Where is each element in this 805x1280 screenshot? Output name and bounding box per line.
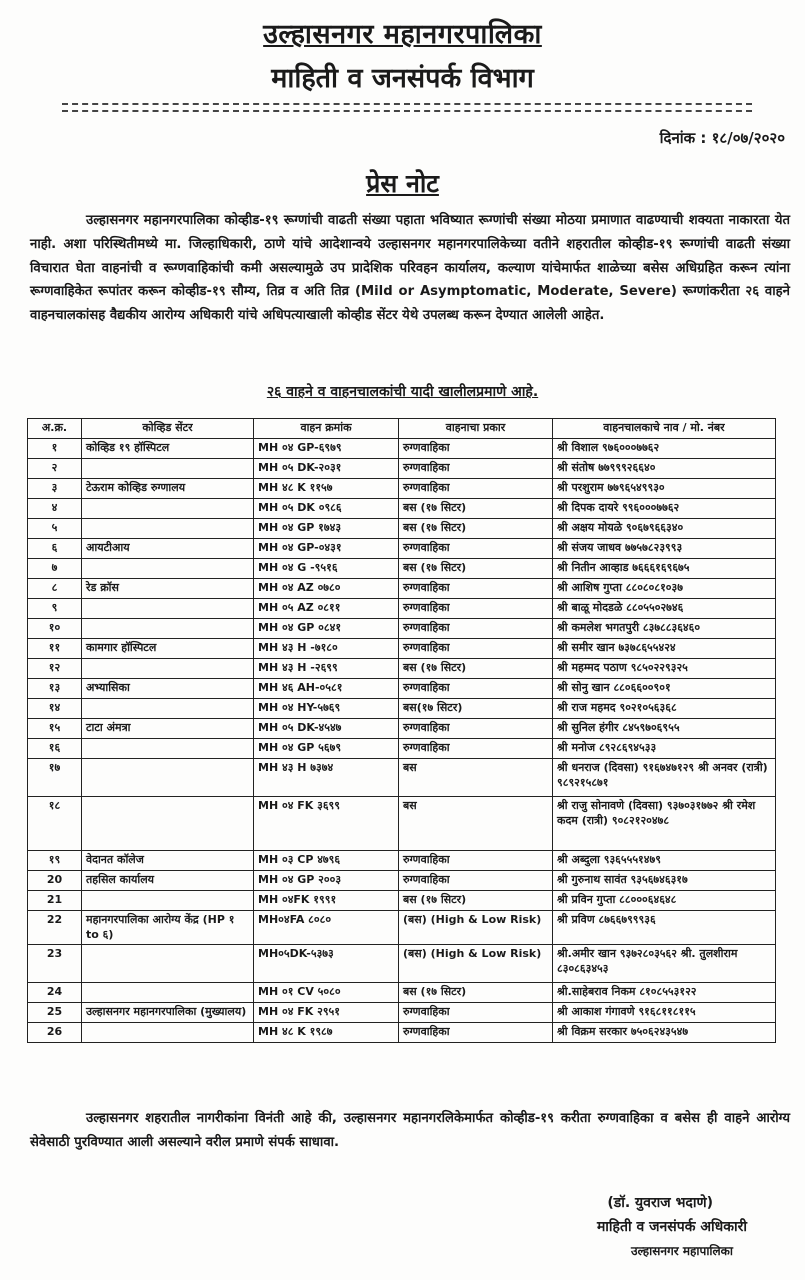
cell-vehicle-type: बस: [399, 759, 553, 797]
cell-serial: 23: [28, 945, 82, 983]
org-title: उल्हासनगर महानगरपालिका: [263, 19, 542, 50]
cell-vehicle-type: रुग्णवाहिका: [399, 719, 553, 739]
cell-center: [82, 797, 254, 851]
cell-driver: श्री परशुराम ७७९६५४९९३०: [553, 479, 776, 499]
header-vehicle-number: वाहन क्रमांक: [254, 419, 399, 439]
cell-center: महानगरपालिका आरोग्य केंद्र (HP १ to ६): [82, 911, 254, 945]
cell-center: उल्हासनगर महानगरपालिका (मुख्यालय): [82, 1003, 254, 1023]
signatory-name: (डॉ. युवराज भदाणे): [607, 1195, 713, 1211]
cell-vehicle-number: MH ०४FK १९९१: [254, 891, 399, 911]
cell-driver: श्री मनोज ८९२८६९४५३३: [553, 739, 776, 759]
cell-serial: ५: [28, 519, 82, 539]
cell-driver: श्री प्रविन गुप्ता ८८०००६४६४८: [553, 891, 776, 911]
cell-vehicle-number: MH ०४ GP ५६७९: [254, 739, 399, 759]
cell-center: कोव्हिड १९ हॉस्पिटल: [82, 439, 254, 459]
cell-vehicle-type: रुग्णवाहिका: [399, 439, 553, 459]
cell-serial: १५: [28, 719, 82, 739]
cell-serial: २: [28, 459, 82, 479]
cell-vehicle-type: रुग्णवाहिका: [399, 1003, 553, 1023]
table-row: [28, 891, 776, 911]
cell-driver: श्री राज महमद ९०२१०५६३६८: [553, 699, 776, 719]
cell-vehicle-number: MH०४FA ८०८०: [254, 911, 399, 945]
cell-vehicle-number: MH ०४ GP-६९७९: [254, 439, 399, 459]
dept-title: माहिती व जनसंपर्क विभाग: [271, 63, 534, 94]
cell-center: वेदानत कॉलेज: [82, 851, 254, 871]
header-vehicle-type: वाहनाचा प्रकार: [399, 419, 553, 439]
cell-serial: १३: [28, 679, 82, 699]
table-row: [28, 679, 776, 699]
cell-center: [82, 983, 254, 1003]
cell-serial: 26: [28, 1023, 82, 1043]
table-row: [28, 851, 776, 871]
cell-driver: श्री समीर खान ७३७८६५५४२४: [553, 639, 776, 659]
cell-center: अभ्यासिका: [82, 679, 254, 699]
cell-vehicle-type: रुग्णवाहिका: [399, 479, 553, 499]
cell-vehicle-type: रुग्णवाहिका: [399, 639, 553, 659]
cell-center: [82, 1023, 254, 1043]
cell-center: टेऊराम कोव्हिड रुग्णालय: [82, 479, 254, 499]
cell-vehicle-type: बस (१७ सिटर): [399, 499, 553, 519]
cell-driver: श्री विक्रम सरकार ७५०६२४३५४७: [553, 1023, 776, 1043]
table-row: [28, 1023, 776, 1043]
table-row: [28, 619, 776, 639]
cell-driver: श्री आशिष गुप्ता ८८०८०८१०३७: [553, 579, 776, 599]
cell-driver: श्री संजय जाधव ७७५७८२३९९३: [553, 539, 776, 559]
cell-serial: १६: [28, 739, 82, 759]
cell-driver: श्री अक्षय मोयळे ९०६७९६६३४०: [553, 519, 776, 539]
cell-vehicle-number: MH ०५ DK-४५४७: [254, 719, 399, 739]
cell-center: कामगार हॉस्पिटल: [82, 639, 254, 659]
intro-paragraph: उल्हासनगर महानगरपालिका कोव्हीड-१९ रूग्णांची वाढती संख्या पहाता भविष्यात रूग्णांची संख्या मोठया प्रमाणात वाढण्याची शक्यता नाकारता येत नाही. अशा परिस्थितीमध्ये मा. जिल्हाधिकारी, ठाणे यांचे आदेशान्वये उल्हासनगर महानगरपालिकेच्या वतीने शहरातील कोव्हीड-१९ रूग्णांची वाढती संख्या विचारात घेता वाहनांची व रूग्णवाहिकांची कमी असल्यामुळे उप प्रादेशिक परिवहन कार्यालय, कल्याण यांचेमार्फत शाळेच्या बसेस अधिग्रहित करून त्यांना रूग्णवाहिकेत रूपांतर करून कोव्हीड-१९ सौम्य, तिव्र व अति तिव्र (Mild or Asymptomatic, Moderate, Severe) रूग्णांकरीता २६ वाहने वाहनचालकांसह वैद्यकीय आरोग्य अधिकारी यांचे अधिपत्याखाली कोव्हीड सेंटर येथे उपलब्ध करून देण्यात आलेली आहेत.: [30, 213, 790, 324]
table-row: [28, 459, 776, 479]
cell-serial: १९: [28, 851, 82, 871]
cell-serial: १०: [28, 619, 82, 639]
cell-center: [82, 499, 254, 519]
cell-vehicle-type: (बस) (High & Low Risk): [399, 945, 553, 983]
header-center: कोव्हिड सेंटर: [82, 419, 254, 439]
table-row: [28, 439, 776, 459]
cell-driver: श्री गुरुनाथ सावंत ९३५६७४६३१७: [553, 871, 776, 891]
cell-driver: श्री महम्मद पठाण ९८५०२२९३२५: [553, 659, 776, 679]
cell-serial: 24: [28, 983, 82, 1003]
table-row: [28, 699, 776, 719]
cell-vehicle-type: रुग्णवाहिका: [399, 679, 553, 699]
table-row: [28, 911, 776, 945]
cell-serial: 20: [28, 871, 82, 891]
signatory-designation: माहिती व जनसंपर्क अधिकारी: [596, 1219, 747, 1235]
closing-paragraph: उल्हासनगर शहरातील नागरीकांना विनंती आहे की, उल्हासनगर महानगरलिकेमार्फत कोव्हीड-१९ करीता रुग्णवाहिका व बसेस ही वाहने आरोग्य सेवेसाठी पुरविण्यात आली असल्याने वरील प्रमाणे संपर्क साधावा.: [30, 1111, 790, 1150]
cell-vehicle-type: रुग्णवाहिका: [399, 579, 553, 599]
table-row: [28, 659, 776, 679]
header-driver: वाहनचालकाचे नाव / मो. नंबर: [553, 419, 776, 439]
cell-driver: श्री धनराज (दिवसा) ९१६७४७१२९ श्री अनवर (रात्री) ९८९२१५८७१: [553, 759, 776, 797]
cell-serial: १८: [28, 797, 82, 851]
cell-driver: श्री.साहेबराव निकम ८१०८५५३१२२: [553, 983, 776, 1003]
cell-vehicle-number: MH ०४ FK २९५१: [254, 1003, 399, 1023]
cell-vehicle-number: MH ०४ GP-०४३१: [254, 539, 399, 559]
table-row: [28, 519, 776, 539]
cell-vehicle-number: MH ०५ DK ०९८६: [254, 499, 399, 519]
cell-driver: श्री विशाल ९७६०००७७६२: [553, 439, 776, 459]
cell-vehicle-type: बस (१७ सिटर): [399, 659, 553, 679]
cell-vehicle-number: MH ४८ K ११५७: [254, 479, 399, 499]
cell-serial: ८: [28, 579, 82, 599]
cell-driver: श्री राजु सोनावणे (दिवसा) ९३७०३१७७२ श्री रमेश कदम (रात्री) ९०८२१२०४७८: [553, 797, 776, 851]
list-heading: २६ वाहने व वाहनचालकांची यादी खालीलप्रमाणे आहे.: [266, 384, 539, 400]
table-row: [28, 599, 776, 619]
cell-vehicle-number: MH ०३ CP ४७९६: [254, 851, 399, 871]
cell-vehicle-type: बस: [399, 797, 553, 851]
cell-driver: श्री सोनु खान ८८०६६००९०१: [553, 679, 776, 699]
cell-vehicle-number: MH ०५ DK-२०३१: [254, 459, 399, 479]
vehicle-table: [27, 418, 776, 1043]
table-header-row: [28, 419, 776, 439]
cell-serial: ९: [28, 599, 82, 619]
table-row: [28, 479, 776, 499]
cell-center: तहसिल कार्यालय: [82, 871, 254, 891]
cell-vehicle-type: रुग्णवाहिका: [399, 1023, 553, 1043]
cell-driver: श्री अब्दुला ९३६५५५१४७९: [553, 851, 776, 871]
cell-vehicle-number: MH ०४ GP २००३: [254, 871, 399, 891]
cell-vehicle-type: रुग्णवाहिका: [399, 539, 553, 559]
table-row: [28, 945, 776, 983]
cell-vehicle-type: रुग्णवाहिका: [399, 619, 553, 639]
cell-driver: श्री.अमीर खान ९३७२८०३५६२ श्री. तुलशीराम ८३०८६३४५३: [553, 945, 776, 983]
cell-serial: 25: [28, 1003, 82, 1023]
cell-serial: ७: [28, 559, 82, 579]
cell-serial: १: [28, 439, 82, 459]
cell-center: [82, 519, 254, 539]
table-row: [28, 539, 776, 559]
cell-vehicle-number: MH ०४ GP ०८४१: [254, 619, 399, 639]
table-row: [28, 871, 776, 891]
cell-center: [82, 599, 254, 619]
cell-center: [82, 619, 254, 639]
table-row: [28, 559, 776, 579]
table-row: [28, 499, 776, 519]
cell-vehicle-type: रुग्णवाहिका: [399, 851, 553, 871]
cell-serial: ४: [28, 499, 82, 519]
signatory-office: उल्हासनगर महापालिका: [631, 1244, 733, 1258]
cell-driver: श्री दिपक दायरे ९९६०००७७६२: [553, 499, 776, 519]
cell-vehicle-number: MH०५DK-५३७३: [254, 945, 399, 983]
cell-center: [82, 945, 254, 983]
cell-driver: श्री आकाश गंगावणे ९१६८११८११५: [553, 1003, 776, 1023]
cell-vehicle-number: MH ०४ HY-५७६९: [254, 699, 399, 719]
cell-center: टाटा अंमत्रा: [82, 719, 254, 739]
cell-vehicle-number: MH ०४ GP १७४३: [254, 519, 399, 539]
table-row: [28, 983, 776, 1003]
cell-vehicle-number: MH ४८ K १९८७: [254, 1023, 399, 1043]
table-row: [28, 797, 776, 851]
cell-center: [82, 659, 254, 679]
cell-vehicle-number: MH ०४ AZ ०७८०: [254, 579, 399, 599]
cell-vehicle-type: रुग्णवाहिका: [399, 599, 553, 619]
cell-vehicle-type: बस (१७ सिटर): [399, 983, 553, 1003]
cell-center: आयटीआय: [82, 539, 254, 559]
cell-driver: श्री बाळू मोदडळे ८८०५५०२७४६: [553, 599, 776, 619]
header-serial: अ.क्र.: [28, 419, 82, 439]
table-row: [28, 739, 776, 759]
cell-vehicle-number: MH ०४ FK ३६९९: [254, 797, 399, 851]
cell-vehicle-type: बस(१७ सिटर): [399, 699, 553, 719]
divider: [62, 103, 752, 105]
table-row: [28, 719, 776, 739]
cell-vehicle-number: MH ०४ G -९५१६: [254, 559, 399, 579]
cell-vehicle-type: रुग्णवाहिका: [399, 459, 553, 479]
cell-center: रेड क्रॉस: [82, 579, 254, 599]
table-row: [28, 639, 776, 659]
cell-driver: श्री सुनिल हंगीर ८४५९७०६९५५: [553, 719, 776, 739]
cell-vehicle-type: रुग्णवाहिका: [399, 739, 553, 759]
cell-center: [82, 891, 254, 911]
table-row: [28, 759, 776, 797]
cell-driver: श्री नितीन आव्हाड ७६६६१६९६७५: [553, 559, 776, 579]
cell-center: [82, 759, 254, 797]
table-row: [28, 579, 776, 599]
table-body: [28, 439, 776, 1043]
cell-serial: 21: [28, 891, 82, 911]
cell-vehicle-type: बस (१७ सिटर): [399, 559, 553, 579]
cell-serial: १२: [28, 659, 82, 679]
cell-vehicle-type: बस (१७ सिटर): [399, 891, 553, 911]
cell-serial: ११: [28, 639, 82, 659]
cell-serial: ३: [28, 479, 82, 499]
cell-vehicle-type: बस (१७ सिटर): [399, 519, 553, 539]
cell-serial: ६: [28, 539, 82, 559]
cell-center: [82, 459, 254, 479]
divider: [62, 110, 752, 112]
press-note-title: प्रेस नोट: [366, 169, 439, 198]
cell-vehicle-number: MH ४३ H -७१८०: [254, 639, 399, 659]
cell-vehicle-type: (बस) (High & Low Risk): [399, 911, 553, 945]
cell-center: [82, 739, 254, 759]
cell-vehicle-number: MH ४३ H ७३७४: [254, 759, 399, 797]
cell-serial: १४: [28, 699, 82, 719]
cell-driver: श्री कमलेश भगतपुरी ८३७८८३६४६०: [553, 619, 776, 639]
table-row: [28, 1003, 776, 1023]
date-line: दिनांक : १८/०७/२०२०: [659, 129, 785, 147]
cell-vehicle-type: रुग्णवाहिका: [399, 871, 553, 891]
cell-vehicle-number: MH ०१ CV ५०८०: [254, 983, 399, 1003]
cell-driver: श्री प्रविण ८७६६७९९९३६: [553, 911, 776, 945]
cell-vehicle-number: MH ४३ H -२६९९: [254, 659, 399, 679]
cell-center: [82, 559, 254, 579]
cell-serial: 22: [28, 911, 82, 945]
cell-vehicle-number: MH ०५ AZ ०८११: [254, 599, 399, 619]
cell-vehicle-number: MH ४६ AH-०५८१: [254, 679, 399, 699]
cell-center: [82, 699, 254, 719]
cell-serial: १७: [28, 759, 82, 797]
cell-driver: श्री संतोष ७७९९९२६६४०: [553, 459, 776, 479]
